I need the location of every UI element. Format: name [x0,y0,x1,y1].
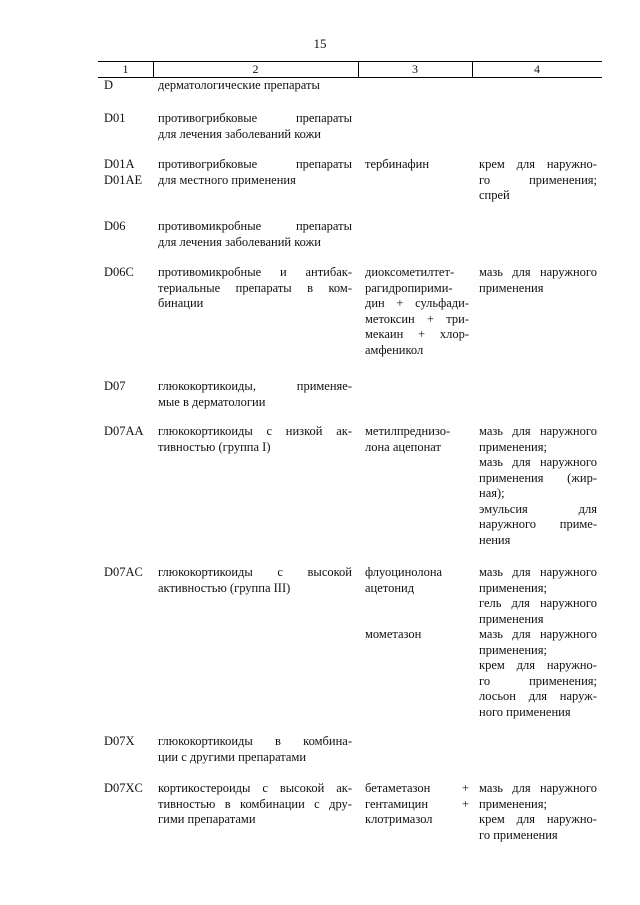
cell-line: дерматологические препараты [158,78,320,92]
cell-line: гими препаратами [158,812,256,826]
cell-group [158,379,352,410]
cell-group [158,781,352,828]
cell-line: спрей [479,188,510,202]
page-number: 15 [313,36,327,51]
cell-line: D [104,78,114,92]
header-col-2: 2 [252,62,259,76]
cell-code [104,565,154,581]
cell-drug [365,157,469,173]
cell-line: глюкокортикоиды в комбина- [158,734,352,748]
cell-line: ного применения [479,704,571,719]
cell-code [104,734,154,750]
cell-line: флуоцинолона [365,565,443,579]
cell-line: эмульсия для [479,501,597,516]
cell-line: D06 [104,219,126,233]
cell-line: D07X [104,734,135,748]
cell-line: применения; [479,642,547,657]
cell-line: мометазон [365,627,422,641]
cell-line: применения [479,611,544,626]
cell-line: крем для наружно- [479,812,597,826]
cell-line: лосьон для наруж- [479,689,597,703]
cell-line: метоксин + три- [365,311,469,326]
cell-line: бинации [158,296,204,310]
cell-line: для лечения заболеваний кожи [158,234,321,249]
cell-drug [365,627,469,643]
cell-form [479,265,597,296]
cell-form [479,781,597,843]
cell-drug [365,565,469,596]
cell-line: диоксометилтет- [365,265,455,279]
cell-line: применения; [479,439,547,454]
header-col-1: 1 [122,62,129,76]
cell-code [104,379,154,395]
cell-drug [365,424,469,455]
cell-line: применения (жир- [479,470,597,485]
cell-line: противогрибковые препараты [158,157,352,171]
cell-code [104,157,154,188]
cell-line: наружного приме- [479,517,597,531]
cell-line: нения [479,532,511,547]
header-col-4: 4 [534,62,540,76]
cell-code [104,78,154,94]
cell-line: мазь для наружного [479,424,597,438]
cell-group [158,157,352,188]
cell-line: применения; [479,796,547,811]
cell-line: мазь для наружного [479,781,597,795]
table-header [98,61,602,78]
cell-line: противогрибковые препараты [158,111,352,125]
cell-line: D01A [104,157,135,171]
cell-group [158,734,352,765]
cell-line: для лечения заболеваний кожи [158,126,321,141]
cell-line: для местного применения [158,172,296,187]
cell-line: тивностью (группа I) [158,439,271,454]
cell-line: противомикробные и антибак- [158,265,352,279]
cell-line: D07 [104,379,126,393]
cell-line: глюкокортикоиды с высокой [158,565,352,579]
cell-group [158,111,352,142]
cell-form [479,627,597,720]
cell-line: глюкокортикоиды с низкой ак- [158,424,352,438]
cell-line: мые в дерматологии [158,394,266,409]
cell-line: мекаин + хлор- [365,327,469,341]
cell-form [479,424,597,548]
cell-line: ацетонид [365,580,415,595]
cell-line: клотримазол [365,812,433,826]
cell-code [104,424,154,440]
cell-group [158,424,352,455]
cell-form [479,157,597,204]
cell-line: ная); [479,486,505,500]
cell-line: лона ацепонат [365,439,441,454]
cell-line: мазь для наружного [479,455,597,469]
cell-code [104,265,154,281]
cell-line: крем для наружно- [479,157,597,171]
cell-line: амфеникол [365,342,424,357]
cell-line: дин + сульфади- [365,296,469,310]
cell-line: го применения; [479,673,597,688]
cell-line: D07AA [104,424,144,438]
cell-code [104,219,154,235]
cell-line: D07AC [104,565,143,579]
cell-line: мазь для наружного [479,265,597,279]
cell-line: глюкокортикоиды, применяе- [158,379,352,393]
cell-line: метилпреднизо- [365,424,451,438]
cell-line: противомикробные препараты [158,219,352,233]
cell-drug [365,781,469,828]
header-col-3: 3 [412,62,418,76]
cell-form [479,565,597,627]
cell-group [158,78,352,94]
cell-group [158,219,352,250]
cell-line: мазь для наружного [479,565,597,579]
cell-line: гентамицин + [365,796,469,811]
cell-line: мазь для наружного [479,627,597,641]
cell-drug [365,265,469,358]
cell-code [104,781,154,797]
cell-line: D01AE [104,172,143,187]
cell-line: кортикостероиды с высокой ак- [158,781,352,795]
cell-line: го применения [479,827,558,842]
cell-code [104,111,154,127]
cell-line: рагидропирими- [365,280,453,295]
cell-line: бетаметазон + [365,781,469,795]
cell-group [158,265,352,312]
cell-line: го применения; [479,172,597,187]
cell-line: D01 [104,111,126,125]
cell-line: D06C [104,265,134,279]
cell-line: крем для наружно- [479,658,597,672]
cell-line: применения [479,280,544,295]
cell-line: тивностью в комбинации с дру- [158,796,352,811]
cell-line: применения; [479,580,547,595]
cell-line: активностью (группа III) [158,580,291,595]
cell-line: тербинафин [365,157,430,171]
cell-line: D07XC [104,781,143,795]
cell-group [158,565,352,596]
cell-line: ции с другими препаратами [158,749,307,764]
cell-line: гель для наружного [479,596,597,610]
cell-line: териальные препараты в ком- [158,280,352,295]
